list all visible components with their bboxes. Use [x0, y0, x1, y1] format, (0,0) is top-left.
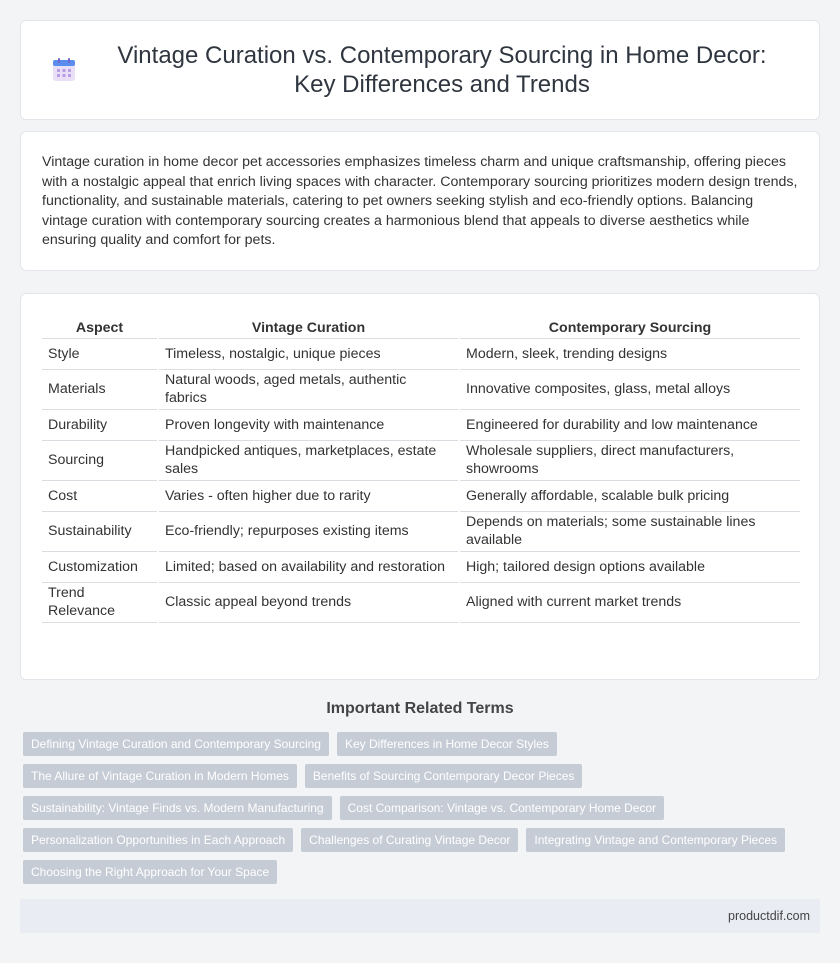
row-aspect: Sustainability	[42, 511, 158, 551]
row-contemporary-value: Aligned with current market trends	[459, 582, 800, 622]
table-row	[42, 369, 800, 409]
related-term-tag[interactable]: Choosing the Right Approach for Your Space	[23, 860, 277, 884]
row-aspect: Style	[42, 338, 158, 369]
row-vintage-value: Timeless, nostalgic, unique pieces	[158, 338, 459, 369]
row-contemporary-value: High; tailored design options available	[459, 551, 800, 582]
row-vintage-value: Classic appeal beyond trends	[158, 582, 459, 622]
related-term-tag[interactable]: Integrating Vintage and Contemporary Pieces	[526, 828, 785, 852]
column-header-contemporary: Contemporary Sourcing	[459, 310, 800, 338]
table-row	[42, 480, 800, 511]
row-contemporary-value: Depends on materials; some sustainable lines available	[459, 511, 800, 551]
table-row	[42, 551, 800, 582]
related-term-tag[interactable]: Key Differences in Home Decor Styles	[337, 732, 557, 756]
table-header-row	[42, 310, 800, 338]
row-vintage-value: Natural woods, aged metals, authentic fabrics	[158, 369, 459, 409]
calendar-icon	[51, 57, 77, 83]
header-card	[20, 20, 820, 120]
row-contemporary-value: Innovative composites, glass, metal alloys	[459, 369, 800, 409]
related-term-tag[interactable]: The Allure of Vintage Curation in Modern Homes	[23, 764, 297, 788]
table-row	[42, 440, 800, 480]
table-row	[42, 338, 800, 369]
footer-site-name[interactable]: productdif.com	[728, 909, 810, 923]
row-vintage-value: Limited; based on availability and restoration	[158, 551, 459, 582]
column-header-aspect: Aspect	[42, 310, 158, 338]
row-vintage-value: Eco-friendly; repurposes existing items	[158, 511, 459, 551]
column-header-vintage: Vintage Curation	[158, 310, 459, 338]
related-term-tag[interactable]: Benefits of Sourcing Contemporary Decor Pieces	[305, 764, 582, 788]
row-contemporary-value: Wholesale suppliers, direct manufacturers, showrooms	[459, 440, 800, 480]
page-title: Vintage Curation vs. Contemporary Sourcing in Home Decor: Key Differences and Trends	[117, 42, 767, 98]
row-vintage-value: Handpicked antiques, marketplaces, estate sales	[158, 440, 459, 480]
row-contemporary-value: Generally affordable, scalable bulk pricing	[459, 480, 800, 511]
row-vintage-value: Proven longevity with maintenance	[158, 409, 459, 440]
related-term-tag[interactable]: Defining Vintage Curation and Contemporary Sourcing	[23, 732, 329, 756]
related-term-tag[interactable]: Sustainability: Vintage Finds vs. Modern Manufacturing	[23, 796, 332, 820]
row-aspect: Durability	[42, 409, 158, 440]
row-vintage-value: Varies - often higher due to rarity	[158, 480, 459, 511]
related-terms-heading: Important Related Terms	[326, 700, 514, 717]
related-term-tag[interactable]: Challenges of Curating Vintage Decor	[301, 828, 518, 852]
row-aspect: Trend Relevance	[42, 582, 158, 622]
table-row	[42, 511, 800, 551]
footer	[20, 899, 820, 933]
row-contemporary-value: Modern, sleek, trending designs	[459, 338, 800, 369]
row-aspect: Sourcing	[42, 440, 158, 480]
row-aspect: Customization	[42, 551, 158, 582]
row-aspect: Materials	[42, 369, 158, 409]
related-term-tag[interactable]: Personalization Opportunities in Each Approach	[23, 828, 293, 852]
intro-paragraph: Vintage curation in home decor pet accessories emphasizes timeless charm and unique craftsmanship, offering pieces with a nostalgic appeal that enrich living spaces with character. Contemporary sourcing prioritizes modern design trends, functionality, and sustainable materials, catering to pet owners seeking stylish and eco-friendly options. Balancing vintage curation with contemporary sourcing creates a harmonious blend that appeals to diverse aesthetics while ensuring quality and comfort for pets.	[42, 154, 798, 248]
table-row	[42, 409, 800, 440]
comparison-table	[42, 310, 800, 623]
related-term-tag[interactable]: Cost Comparison: Vintage vs. Contemporary Home Decor	[340, 796, 665, 820]
comparison-table-card	[20, 293, 820, 680]
related-terms-list	[23, 732, 823, 884]
intro-card	[20, 131, 820, 271]
table-row	[42, 582, 800, 622]
row-aspect: Cost	[42, 480, 158, 511]
row-contemporary-value: Engineered for durability and low maintenance	[459, 409, 800, 440]
